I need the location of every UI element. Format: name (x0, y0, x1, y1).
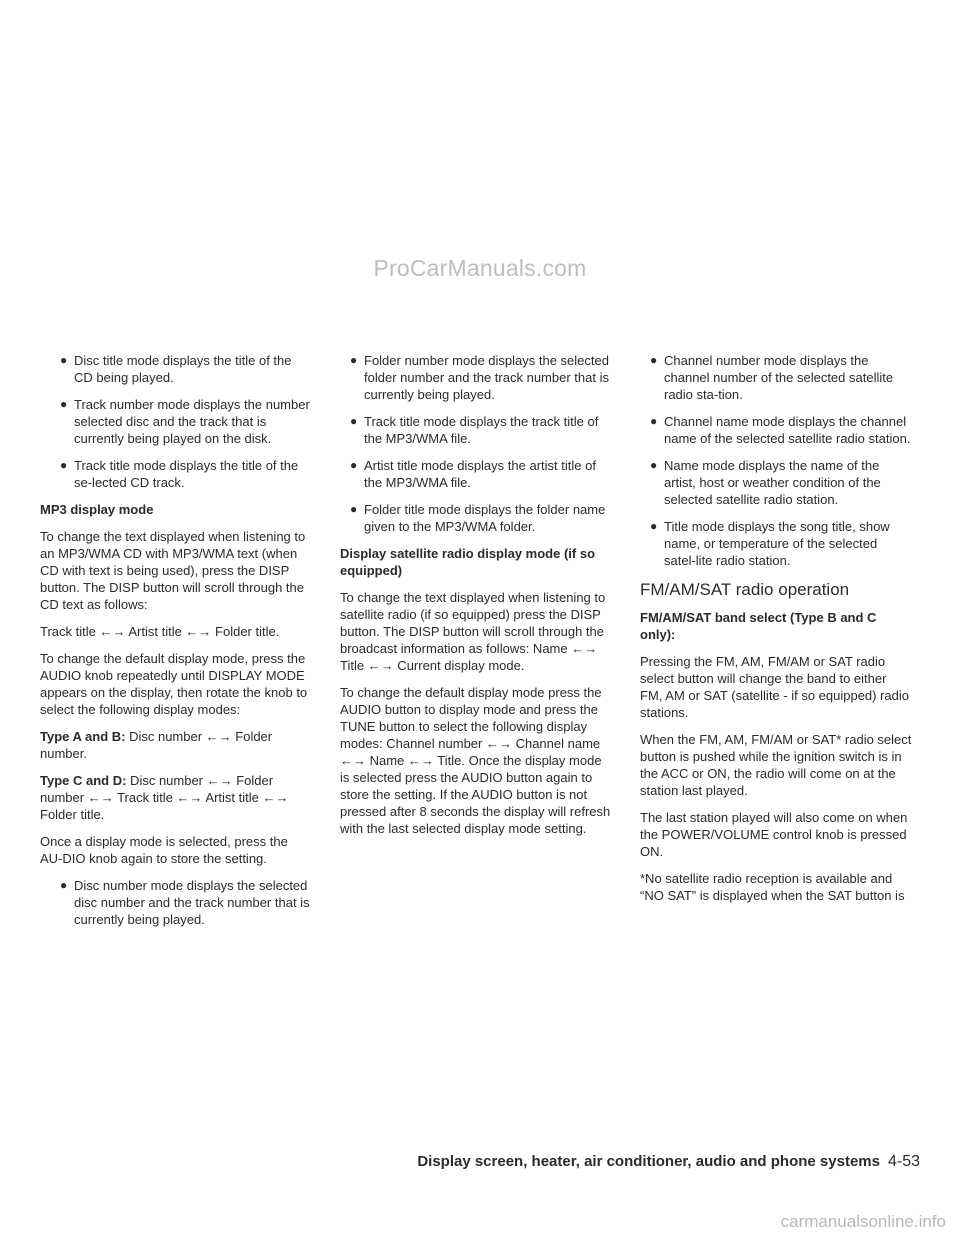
column-1 (40, 352, 312, 938)
paragraph: To change the default display mode, press the AUDIO knob repeatedly until DISPLAY MODE appears on the display, then rotate the knob to select the following display modes: (40, 651, 308, 717)
paragraph: Type C and D: Disc number ←→ Folder number ←→ Track title ←→ Artist title ←→ Folder title. (40, 773, 289, 822)
column-2 (340, 352, 612, 847)
subheading: MP3 display mode (40, 502, 154, 517)
paragraph: To change the default display mode press the AUDIO button to display mode and press the TUNE button to select the following display modes: Channel number ←→ Channel name ←→ Name ←→ Title. Once the display mode is selected press the AUDIO button again to store the setting. If the AUDIO button is not pressed after 8 seconds the display will refresh with the last selected display mode setting. (340, 685, 611, 836)
bullet-icon: ● (60, 458, 68, 472)
bullet-icon: ● (650, 458, 658, 472)
bullet-icon: ● (60, 397, 68, 411)
bullet-icon: ● (350, 353, 358, 367)
list-item: ● Name mode displays the name of the artist, host or weather condition of the selected satellite radio station. (650, 458, 881, 507)
paragraph: When the FM, AM, FM/AM or SAT* radio select button is pushed while the ignition switch is in the ACC or ON, the radio will come on at the station last played. (640, 732, 912, 798)
column-3 (640, 352, 912, 914)
paragraph: *No satellite radio reception is available and “NO SAT” is displayed when the SAT button is (640, 871, 905, 903)
list-item: ● Folder title mode displays the folder name given to the MP3/WMA folder. (350, 502, 606, 534)
bullet-icon: ● (650, 414, 658, 428)
list-item: ● Artist title mode displays the artist title of the MP3/WMA file. (350, 458, 596, 490)
bullet-icon: ● (350, 414, 358, 428)
type-label: Type C and D: (40, 773, 127, 788)
list-item: ● Channel name mode displays the channel name of the selected satellite radio station. (650, 414, 911, 446)
list-item: ● Folder number mode displays the selected folder number and the track number that is currently being played. (350, 353, 609, 402)
section-title: FM/AM/SAT radio operation (640, 580, 850, 599)
list-item: ● Track title mode displays the track title of the MP3/WMA file. (350, 414, 599, 446)
paragraph: The last station played will also come on when the POWER/VOLUME control knob is pressed ON. (640, 810, 908, 859)
subheading: FM/AM/SAT band select (Type B and C only): (640, 610, 877, 642)
list-item: ● Track title mode displays the title of the se-lected CD track. (60, 458, 299, 490)
paragraph: Type A and B: Disc number ←→ Folder number. (40, 729, 273, 761)
paragraph: Track title ←→ Artist title ←→ Folder title. (40, 624, 280, 639)
bullet-icon: ● (650, 353, 658, 367)
bullet-icon: ● (60, 353, 68, 367)
paragraph: To change the text displayed when listening to satellite radio (if so equipped) press the DISP button. The DISP button will scroll through the broadcast information as follows: Name ←→ Title ←→ Current display mode. (340, 590, 606, 673)
list-item: ● Disc title mode displays the title of the CD being played. (60, 353, 292, 385)
bullet-icon: ● (60, 878, 68, 892)
list-item: ● Track number mode displays the number selected disc and the track that is currently being played on the disk. (60, 397, 310, 446)
paragraph: Pressing the FM, AM, FM/AM or SAT radio select button will change the band to either FM, AM or SAT (satellite - if so equipped) radio stations. (640, 654, 910, 720)
watermark-bottom: carmanualsonline.info (780, 1212, 946, 1231)
watermark-top: ProCarManuals.com (373, 255, 587, 281)
footer-section-title: Display screen, heater, air conditioner, audio and phone systems (417, 1153, 880, 1170)
bullet-icon: ● (350, 458, 358, 472)
list-item: ● Disc number mode displays the selected disc number and the track number that is currently being played. (60, 878, 310, 927)
type-label: Type A and B: (40, 729, 126, 744)
page-footer (417, 1153, 920, 1171)
list-item: ● Channel number mode displays the channel number of the selected satellite radio sta-tion. (650, 353, 894, 402)
subheading: Display satellite radio display mode (if so equipped) (340, 546, 596, 578)
bullet-icon: ● (650, 519, 658, 533)
page-number: 4-53 (887, 1153, 920, 1170)
paragraph: To change the text displayed when listening to an MP3/WMA CD with MP3/WMA text (when CD with text is being used), press the DISP button. The DISP button will scroll through the CD text as follows: (40, 529, 306, 612)
paragraph: Once a display mode is selected, press the AU-DIO knob again to store the setting. (40, 834, 288, 866)
bullet-icon: ● (350, 502, 358, 516)
list-item: ● Title mode displays the song title, show name, or temperature of the selected satel-lite radio station. (650, 519, 890, 568)
